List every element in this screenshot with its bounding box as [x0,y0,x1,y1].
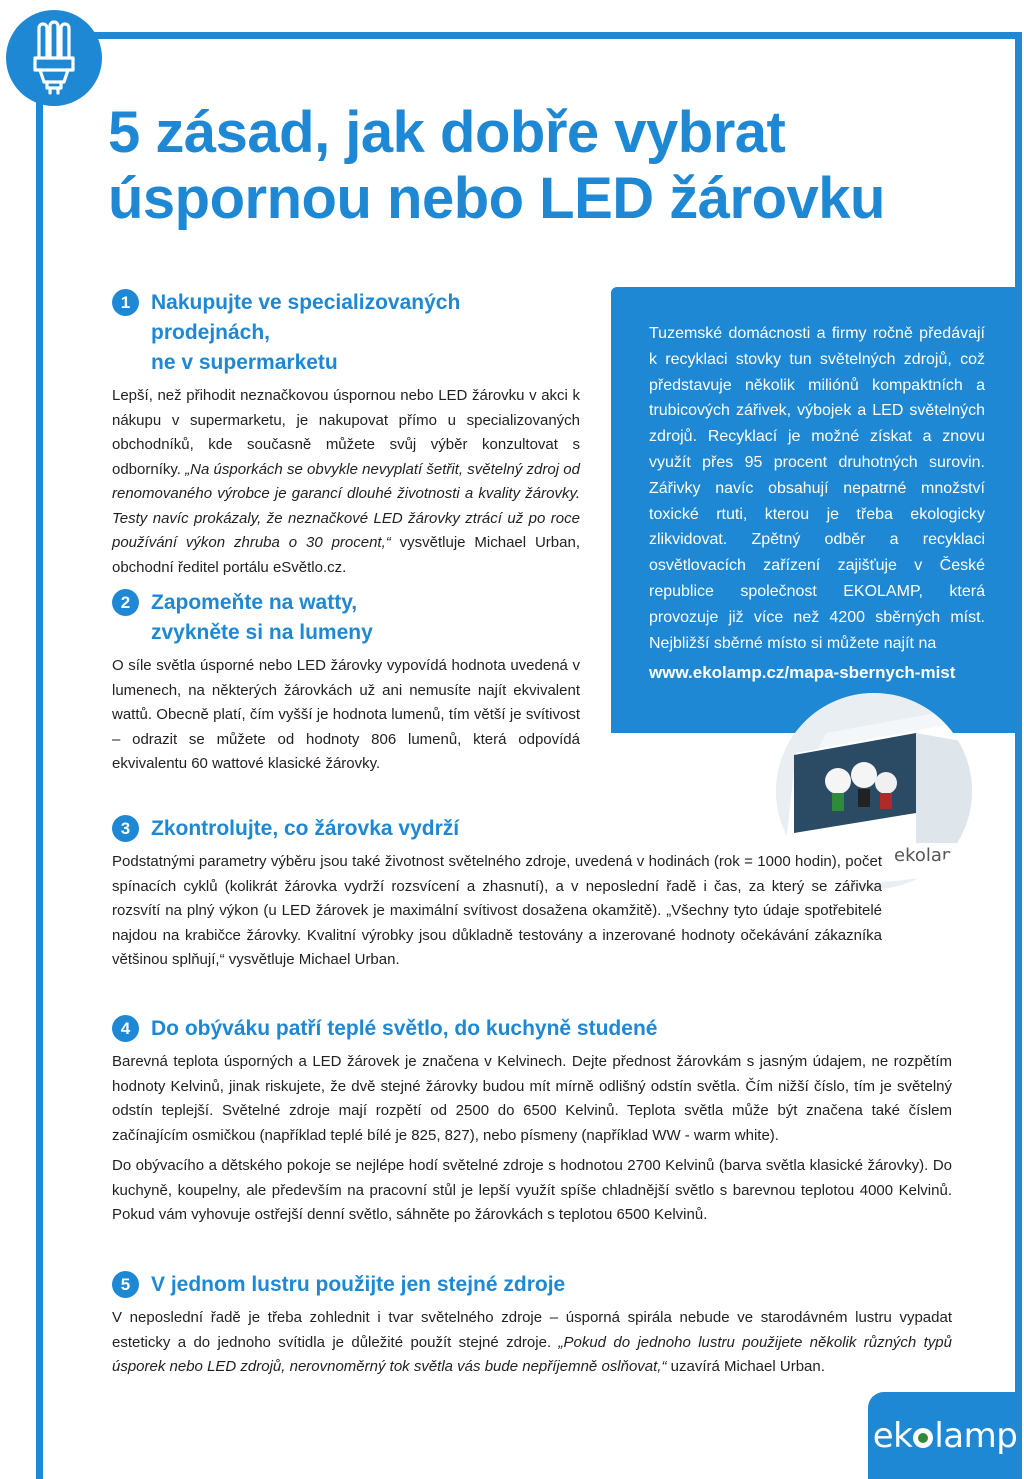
title-line-2: úspornou nebo LED žárovku [108,166,885,231]
section-1-title [151,288,580,378]
section-2-title-line-2: zvykněte si na lumeny [151,621,373,644]
section-3-header [112,814,882,844]
section-1-body [112,384,580,580]
logo-text-part-2: lamp [934,1415,1018,1456]
section-5-header [112,1270,952,1300]
section-5-body-text: V neposlední řadě je třeba zohlednit i tvar světelného zdroje – úsporná spirála nebude ve starodávném lustru vypadat esteticky a do jednoho svítidla je důležité použít stejné zdroje. [112,1309,952,1351]
bulb-icon [29,20,79,96]
page-title [108,100,885,232]
frame-left-border [36,90,43,1479]
section-1-header [112,288,580,378]
logo-wordmark [873,1416,1018,1456]
ekolamp-logo[interactable] [868,1392,1022,1479]
section-1-title-line-2: ne v supermarketu [151,351,338,374]
section-5-title: V jednom lustru použijte jen stejné zdroje [151,1273,566,1296]
section-4-number: 4 [112,1015,139,1042]
logo-globe-icon [913,1428,933,1448]
section-2-title-line-1: Zapomeňte na watty, [151,591,358,614]
bulb-badge [6,10,102,106]
frame-right-border [1015,32,1022,1392]
section-4 [112,1014,952,1228]
section-3-number: 3 [112,815,139,842]
section-3-body: Podstatnými parametry výběru jsou také životnost světelného zdroje, uvedená v hodinách (rok = 1000 hodin), počet spínacích cyklů (kolikrát žárovka vydrží rozsvícení a zhasnutí), a v neposlední řadě i čas, za který se zářivka rozsvítí na plný výkon (u LED žárovek je maximální svítivost dosažena okamžitě). „Všechny tyto údaje spotřebitelé najdou na krabičce žárovky. Kvalitní výrobky jsou důkladně testovány a inzerované hodnoty očekávání zákazníka většinou splňují,“ vysvětluje Michael Urban. [112,853,882,968]
logo-text-part-1: ek [872,1415,913,1456]
section-1-quote: „Na úsporkách se obvykle nevyplatí šetřit, světelný zdroj od renomovaného výrobce je garancí dlouhé životnosti a kvality žárovky. Testy navíc prokázaly, že neznačkové LED žárovky ztrácí už po roce používání výkon zhruba o 30 procent,“ [112,460,580,551]
title-line-1: 5 zásad, jak dobře vybrat [108,100,786,165]
section-1-title-line-1: Nakupujte ve specializovaných prodejnách, [151,291,461,344]
section-5 [112,1270,952,1380]
section-4-title: Do obýváku patří teplé světlo, do kuchyně studené [151,1017,658,1040]
section-2-title [151,588,373,648]
section-3 [112,814,882,973]
section-3-title: Zkontrolujte, co žárovka vydrží [151,817,460,840]
section-5-body [112,1306,952,1380]
section-5-attribution: uzavírá Michael Urban. [666,1358,825,1375]
section-1-number: 1 [112,289,139,316]
section-2-header [112,588,580,648]
section-5-quote: „Pokud do jednoho lustru použijete několik různých typů úsporek nebo LED zdrojů, nerovnoměrný tok světla vás bude nepříjemně oslňovat,“ [112,1333,952,1375]
frame-top-border [90,32,1022,39]
section-2-body: O síle světla úsporné nebo LED žárovky vypovídá hodnota uvedená v lumenech, na některých žárovkách už ani nemusíte najít ekvivalent wattů. Obecně platí, čím vyšší je hodnota lumenů, tím větší je svítivost – odrazit se můžete od hodnoty 806 lumenů, která odpovídá ekvivalentu 60 wattové klasické žárovky. [112,657,580,772]
section-1-body-text: Lepší, než přihodit neznačkovou úspornou nebo LED žárovku v akci k nákupu v supermarketu, je nakupovat přímo u specializovaných obchodníků, kde současně můžete svůj výběr konzultovat s odborníky. [112,387,580,478]
section-4-header [112,1014,952,1044]
section-2-number: 2 [112,589,139,616]
callout-url-link[interactable]: www.ekolamp.cz/mapa-sbernych-mist [649,663,956,683]
section-1-attribution: vysvětluje Michael Urban, obchodní ředitel portálu eSvětlo.cz. [112,534,580,576]
callout-text: Tuzemské domácnosti a firmy ročně předávají k recyklaci stovky tun světelných zdrojů, což představuje několik miliónů kompaktních a trubicových zářivek, výbojek a LED světelných zdrojů. Recyklací je možné získat a znovu využít přes 95 procent druhotných surovin. Zářivky navíc obsahují nepatrné množství toxické rtuti, kterou je třeba ekologicky zlikvidovat. Zpětný odběr a recyklaci osvětlovacích zařízení zajišťuje v České republice společnost EKOLAMP, která provozuje již více než 4200 sběrných míst. Nejbližší sběrné místo si můžete najít na [649,325,985,652]
section-4-paragraph-1: Barevná teplota úsporných a LED žárovek je značena v Kelvinech. Dejte přednost žárovkám s jasným údajem, ne rozpětím hodnoty Kelvinů, jinak riskujete, že dvě stejné žárovky budou mít mírně odlišný odstín světla. Čím nižší číslo, tím je světelný odstín teplejší. Světelné zdroje mají rozpětí od 2500 do 6500 Kelvinů. Teplota světla může být značena také číslem začínajícím osmičkou (například teplé bílé je 825, 827), nebo písmeny (například WW - warm white). [112,1053,952,1144]
recycling-callout [611,287,1015,733]
section-2 [112,588,580,777]
section-4-paragraph-2: Do obývacího a dětského pokoje se nejlépe hodí světelné zdroje s hodnotou 2700 Kelvinů (barva světla klasické žárovky). Do kuchyně, koupelny, ale především na pracovní stůl je lepší využít spíše chladnější světlo s barevnou teplotou 4000 Kelvinů. Pokud vám vyhovuje ostřejší denní světlo, sáhněte po žárovkách s teplotou 6500 Kelvinů. [112,1157,952,1223]
box-brand-text: ekolamp [894,845,971,866]
section-5-number: 5 [112,1271,139,1298]
section-1 [112,288,580,580]
